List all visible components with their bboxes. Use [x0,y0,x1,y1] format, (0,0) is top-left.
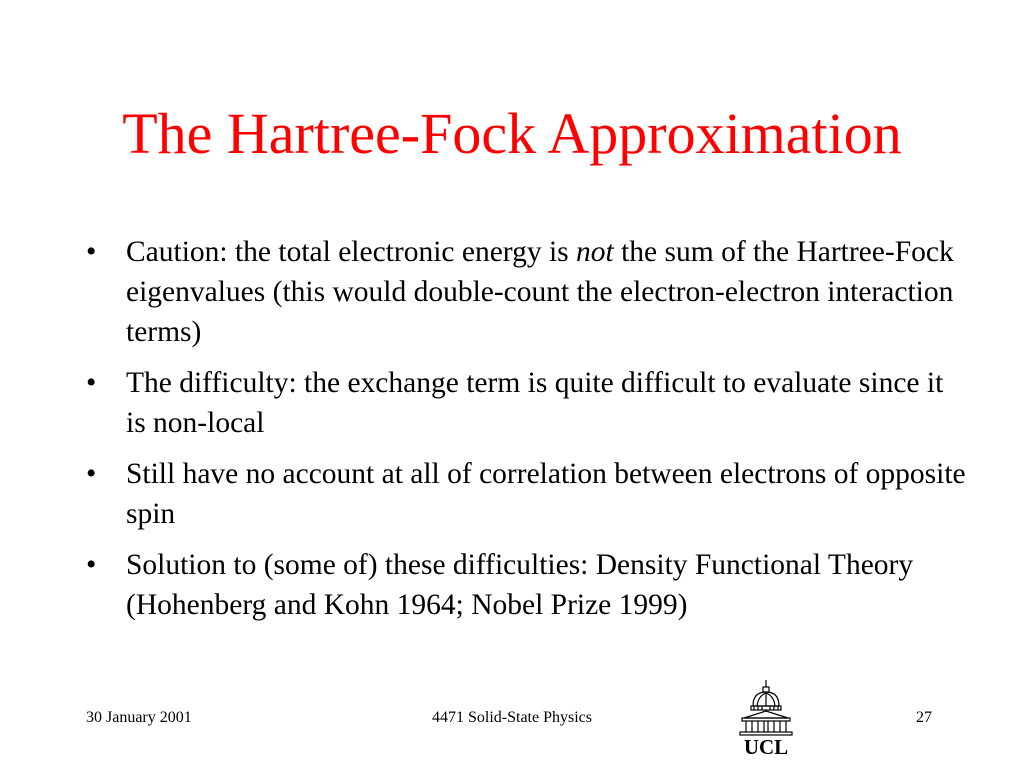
bullet-dot: • [86,549,97,581]
bullet-text-continued: the sum of the Hartree-Fock eigenvalues (this would double-count the electron-electron interaction terms) [126,236,954,348]
ucl-logo-text: UCL [743,735,789,759]
bullet-item [86,454,966,534]
ucl-logo [736,678,796,760]
bullet-text: Caution: the total electronic energy is [126,236,577,268]
footer-date: 30 January 2001 [86,709,192,726]
bullet-list [86,232,966,636]
bullet-text: Solution to (some of) these difficulties: Density Functional Theory (Hohenberg and Kohn 1964; Nobel Prize 1999) [126,549,914,621]
bullet-item [86,232,966,352]
bullet-item [86,545,966,625]
ucl-dome-icon [736,678,796,736]
bullet-text: Still have no account at all of correlation between electrons of opposite spin [126,458,966,530]
bullet-emphasis: not [576,236,614,268]
page-number: 27 [916,709,932,726]
slide-title: The Hartree-Fock Approximation [122,101,902,166]
bullet-text: The difficulty: the exchange term is quite difficult to evaluate since it is non-local [126,367,944,439]
bullet-dot: • [86,236,97,268]
footer-course: 4471 Solid-State Physics [431,709,592,726]
bullet-dot: • [86,458,97,490]
bullet-dot: • [86,367,97,399]
bullet-item [86,363,966,443]
